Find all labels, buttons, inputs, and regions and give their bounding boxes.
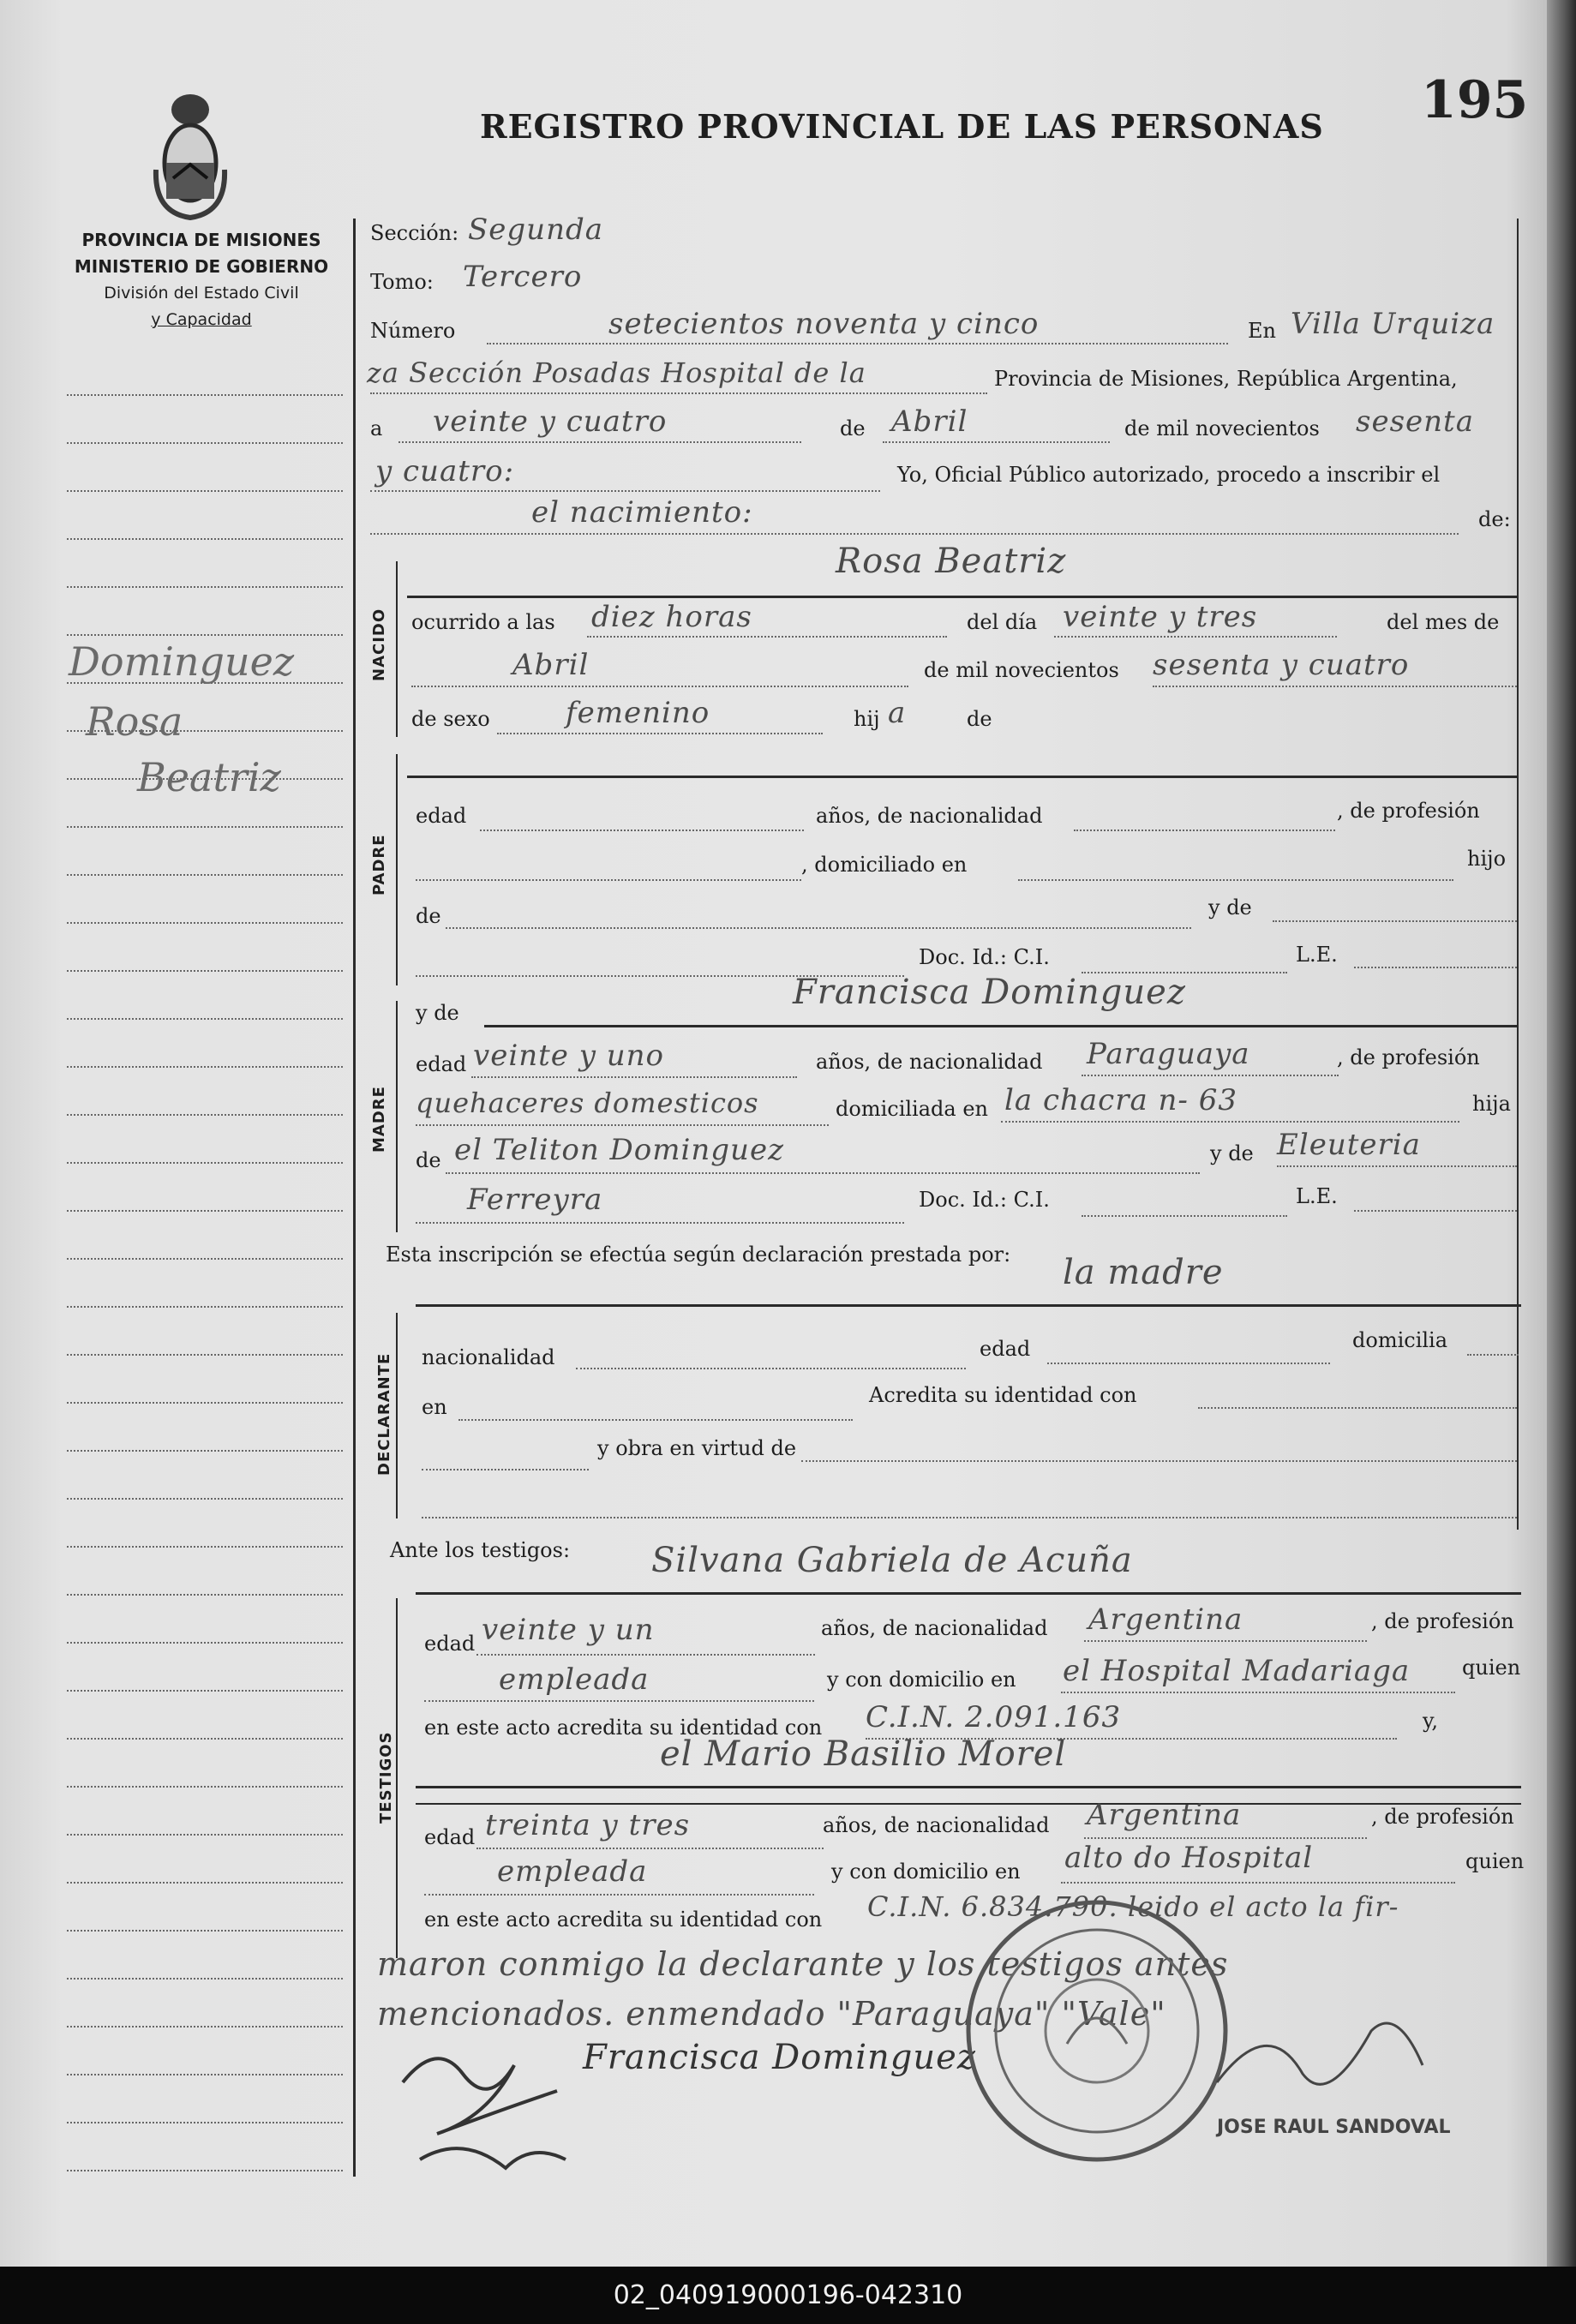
t2-anios-label: años, de nacionalidad — [823, 1813, 1050, 1837]
testigo1-profesion: empleada — [499, 1662, 650, 1697]
seccion-value: Segunda — [468, 213, 604, 247]
en-label: En — [1248, 319, 1276, 343]
en-value: Villa Urquiza — [1291, 307, 1495, 341]
declarante-section-label: DECLARANTE — [375, 1352, 393, 1476]
madre-profesion: quehaceres domesticos — [416, 1087, 759, 1119]
madre-de-label: de — [416, 1148, 441, 1172]
declarante-acredita-label: Acredita su identidad con — [869, 1383, 1137, 1407]
closing-line-1: maron conmigo la declarante y los testigos antes — [377, 1945, 1229, 1983]
margin-rule-line — [67, 1354, 343, 1356]
margin-rule-line — [67, 2170, 343, 2171]
t2-quien-label: quien — [1465, 1849, 1525, 1873]
issuing-office — [51, 227, 351, 333]
padre-de-label: de — [416, 904, 441, 928]
testigo1-edad: veinte y un — [482, 1613, 655, 1647]
t1-edad-label: edad — [424, 1632, 476, 1656]
nacido-section-label: NACIDO — [370, 608, 388, 681]
testigo1-domicilio: el Hospital Madariaga — [1063, 1654, 1411, 1688]
official-signature-icon — [386, 2031, 608, 2185]
org-line-2: MINISTERIO DE GOBIERNO — [74, 256, 329, 277]
padre-anios-label: años, de nacionalidad — [816, 804, 1043, 828]
padre-edad-label: edad — [416, 804, 467, 828]
testigo2-nacionalidad: Argentina — [1087, 1798, 1242, 1832]
madre-edad-label: edad — [416, 1052, 467, 1076]
margin-rule-line — [67, 394, 343, 396]
margin-rule-line — [67, 826, 343, 828]
madre-doc-label: Doc. Id.: C.I. — [919, 1188, 1050, 1212]
provincia-text: Provincia de Misiones, República Argentina, — [994, 367, 1458, 391]
t1-domicilio-label: y con domicilio en — [827, 1668, 1016, 1692]
numero-label: Número — [370, 319, 456, 343]
official-name: JOSE RAUL SANDOVAL — [1217, 2117, 1451, 2138]
testigo2-profesion: empleada — [497, 1854, 648, 1889]
declarante-en-label: en — [422, 1395, 447, 1419]
argentine-crest-icon — [147, 93, 233, 221]
margin-rule-line — [67, 1018, 343, 1020]
ocurrido-label: ocurrido a las — [411, 610, 555, 634]
madre-domiciliada-label: domiciliada en — [836, 1097, 988, 1121]
madre-nacionalidad: Paraguaya — [1087, 1037, 1250, 1071]
padre-profesion-label: , de profesión — [1337, 799, 1480, 823]
margin-rule-line — [67, 1402, 343, 1404]
madre-padre-nombre: el Teliton Dominguez — [454, 1133, 784, 1167]
fecha-mes-value: Abril — [891, 404, 968, 439]
margin-rule-line — [67, 922, 343, 924]
madre-profesion-label: , de profesión — [1337, 1045, 1480, 1069]
nacido-anio: sesenta y cuatro — [1153, 648, 1410, 682]
margin-rule-line — [67, 538, 343, 540]
margin-rule-line — [67, 1114, 343, 1116]
numero-value: setecientos noventa y cinco — [608, 307, 1040, 341]
sexo-label: de sexo — [411, 707, 490, 731]
ante-testigos-label: Ante los testigos: — [390, 1538, 571, 1562]
madre-hija-label: hija — [1472, 1092, 1511, 1116]
margin-rule-line — [67, 1738, 343, 1740]
fecha-de-label: de — [840, 416, 866, 440]
t2-profesion-label: , de profesión — [1371, 1805, 1514, 1829]
declarant-signature: Francisca Dominguez — [583, 2038, 976, 2077]
declarante-nacionalidad-label: nacionalidad — [422, 1345, 555, 1369]
fecha-anio-cont: y cuatro: — [375, 454, 515, 488]
del-mes-label: del mes de — [1387, 610, 1500, 634]
margin-rule-line — [67, 1642, 343, 1644]
testigo2-edad: treinta y tres — [485, 1808, 691, 1842]
margin-rule-line — [67, 1786, 343, 1788]
official-initials-icon — [1200, 1997, 1457, 2125]
margin-rule-line — [67, 1834, 343, 1836]
declarante-domicilia-label: domicilia — [1352, 1328, 1448, 1352]
hij-de-label: de — [967, 707, 992, 731]
t2-domicilio-label: y con domicilio en — [831, 1860, 1021, 1884]
t1-y-label: y, — [1423, 1709, 1438, 1733]
madre-nombre: Francisca Dominguez — [793, 973, 1186, 1012]
hij-value: a — [888, 696, 907, 730]
acto-value: el nacimiento: — [531, 495, 753, 530]
testigo2-domicilio: alto do Hospital — [1064, 1841, 1314, 1875]
margin-rule-line — [67, 1306, 343, 1308]
fecha-mil-label: de mil novecientos — [1124, 416, 1320, 440]
official-seal-stamp-icon — [956, 1890, 1238, 2172]
margin-rule-line — [67, 1930, 343, 1932]
image-caption: 02_040919000196-042310 — [0, 2267, 1576, 2324]
margin-rule-line — [67, 1258, 343, 1260]
margin-rule-line — [67, 2026, 343, 2028]
fecha-a-label: a — [370, 416, 383, 440]
margin-middle-name: Beatriz — [137, 754, 281, 800]
tomo-value: Tercero — [463, 260, 583, 294]
madre-domicilio: la chacra n- 63 — [1004, 1083, 1237, 1117]
declarante-edad-label: edad — [980, 1337, 1031, 1361]
t1-quien-label: quien — [1462, 1656, 1521, 1680]
hij-label: hij — [854, 707, 880, 731]
margin-rule-line — [67, 2074, 343, 2075]
org-line-1: PROVINCIA DE MISIONES — [81, 230, 321, 250]
margin-rule-line — [67, 1066, 343, 1068]
padre-y-de-label: y de — [1208, 895, 1252, 919]
tomo-label: Tomo: — [370, 270, 434, 294]
testigo1-doc: C.I.N. 2.091.163 — [866, 1700, 1122, 1734]
margin-surname: Dominguez — [69, 638, 295, 685]
nacido-mes: Abril — [512, 648, 590, 682]
document-title: REGISTRO PROVINCIAL DE LAS PERSONAS — [480, 107, 1324, 146]
margin-rule-line — [67, 1162, 343, 1164]
testigo1-nacionalidad: Argentina — [1088, 1602, 1243, 1637]
margin-rule-line — [67, 1690, 343, 1692]
nacido-mil-label: de mil novecientos — [924, 658, 1119, 682]
place-value: za Sección Posadas Hospital de la — [367, 356, 866, 389]
declaracion-text: Esta inscripción se efectúa según declaración prestada por: — [386, 1243, 1011, 1267]
nacido-sexo: femenino — [566, 696, 710, 730]
margin-rule-line — [67, 1546, 343, 1548]
margin-rule-line — [67, 490, 343, 492]
padre-section-label: PADRE — [370, 834, 388, 895]
padre-doc-label: Doc. Id.: C.I. — [919, 945, 1050, 969]
org-line-3: División del Estado Civil — [104, 284, 299, 302]
nacido-dia: veinte y tres — [1063, 600, 1258, 634]
margin-rule-line — [67, 1498, 343, 1500]
madre-le-label: L.E. — [1296, 1184, 1338, 1208]
padre-hijo-label: hijo — [1467, 847, 1507, 871]
margin-given-name: Rosa — [86, 698, 183, 745]
del-dia-label: del día — [967, 610, 1038, 634]
testigo2-nombre: el Mario Basilio Morel — [660, 1734, 1067, 1774]
margin-rule-line — [67, 874, 343, 876]
main-frame-left — [353, 219, 356, 2177]
seccion-label: Sección: — [370, 221, 459, 245]
closing-line-2: mencionados. enmendado "Paraguaya" "Vale" — [377, 1995, 1166, 2033]
madre-y-de-label: y de — [416, 1001, 459, 1025]
padre-le-label: L.E. — [1296, 943, 1338, 967]
margin-rule-line — [67, 970, 343, 972]
madre-madre-cont: Ferreyra — [467, 1183, 603, 1217]
fecha-anio-value: sesenta — [1356, 404, 1474, 439]
nacido-nombre: Rosa Beatriz — [836, 542, 1067, 581]
madre-y-de2-label: y de — [1210, 1141, 1254, 1165]
madre-anios-label: años, de nacionalidad — [816, 1050, 1043, 1074]
margin-rule-line — [67, 634, 343, 636]
t2-edad-label: edad — [424, 1825, 476, 1849]
t1-profesion-label: , de profesión — [1371, 1609, 1514, 1633]
margin-rule-line — [67, 1594, 343, 1596]
book-spine — [1547, 0, 1576, 2267]
fecha-dia-value: veinte y cuatro — [433, 404, 668, 439]
margin-rule-line — [67, 1450, 343, 1452]
org-line-4: y Capacidad — [151, 310, 252, 329]
margin-rule-line — [67, 1978, 343, 1980]
declarante-obra-label: y obra en virtud de — [597, 1436, 797, 1460]
t1-anios-label: años, de nacionalidad — [821, 1616, 1048, 1640]
margin-rule-line — [67, 442, 343, 444]
t2-acredita-label: en este acto acredita su identidad con — [424, 1908, 823, 1932]
folio-number: 195 — [1421, 70, 1529, 130]
acto-de-label: de: — [1478, 507, 1511, 531]
main-frame-right — [1517, 219, 1519, 1530]
madre-edad: veinte y uno — [473, 1039, 664, 1073]
testigo2-doc: C.I.N. 6.834.790. leido el acto la fir- — [867, 1890, 1399, 1923]
nacido-hora: diez horas — [591, 600, 752, 634]
madre-madre-nombre: Eleuteria — [1277, 1128, 1421, 1162]
declaracion-value: la madre — [1063, 1253, 1224, 1292]
margin-rule-line — [67, 586, 343, 588]
margin-rule-line — [67, 1210, 343, 1212]
testigo1-nombre: Silvana Gabriela de Acuña — [651, 1541, 1133, 1580]
oficial-text: Yo, Oficial Público autorizado, procedo a inscribir el — [897, 463, 1441, 487]
testigos-section-label: TESTIGOS — [377, 1731, 395, 1824]
padre-domiciliado-label: , domiciliado en — [801, 853, 968, 877]
madre-section-label: MADRE — [370, 1086, 388, 1153]
margin-rule-line — [67, 2122, 343, 2123]
t1-acredita-label: en este acto acredita su identidad con — [424, 1716, 823, 1740]
margin-rule-line — [67, 1882, 343, 1884]
